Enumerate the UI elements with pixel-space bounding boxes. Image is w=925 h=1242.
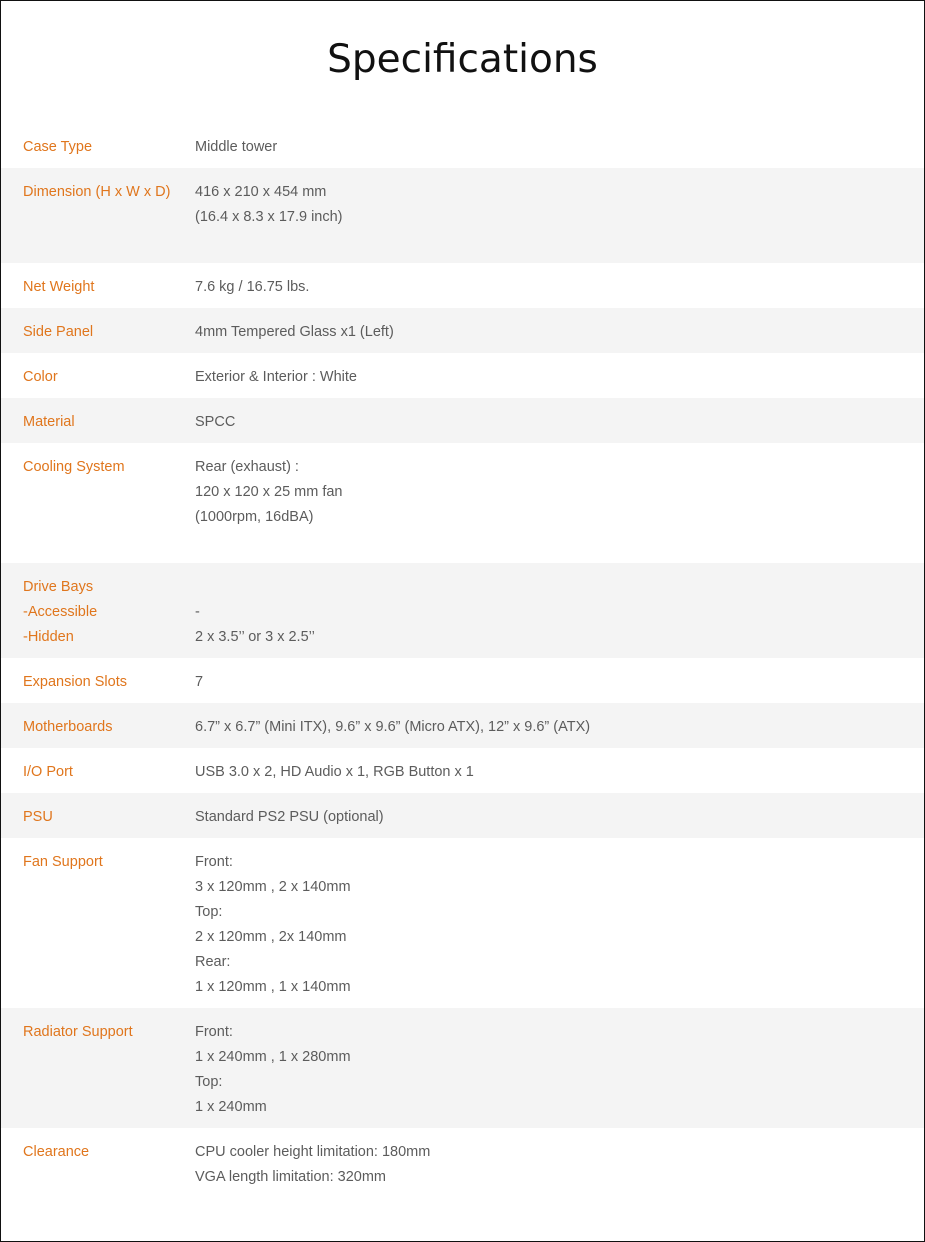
label-line: Color [23, 369, 58, 385]
spec-row-drive-bays [1, 563, 924, 658]
spec-label [23, 365, 188, 390]
spec-value [195, 805, 910, 830]
spec-label [23, 455, 188, 480]
spec-label [23, 715, 188, 740]
spec-label [23, 1140, 188, 1165]
label-line: Clearance [23, 1144, 90, 1160]
spec-value [195, 180, 910, 230]
label-line: -Hidden [23, 629, 74, 645]
spec-label [23, 320, 188, 345]
value-line: 6.7” x 6.7” (Mini ITX), 9.6” x 9.6” (Micro ATX), 12” x 9.6” (ATX) [195, 719, 591, 735]
label-line: PSU [23, 809, 53, 825]
label-line: Material [23, 414, 75, 430]
label-line: Motherboards [23, 719, 113, 735]
value-line: Middle tower [195, 139, 278, 155]
value-line: - [195, 604, 200, 620]
spec-value [195, 850, 910, 1000]
value-line: VGA length limitation: 320mm [195, 1169, 387, 1185]
label-line: Case Type [23, 139, 93, 155]
label-line: Drive Bays [23, 579, 94, 595]
value-line: Top: [195, 1074, 223, 1090]
label-line: Dimension (H x W x D) [23, 184, 171, 200]
spec-value [195, 670, 910, 695]
value-line: 7.6 kg / 16.75 lbs. [195, 279, 310, 295]
spec-row-color [1, 353, 924, 398]
value-line: (1000rpm, 16dBA) [195, 509, 314, 525]
spec-label [23, 410, 188, 435]
label-line: -Accessible [23, 604, 98, 620]
value-line: 1 x 240mm , 1 x 280mm [195, 1049, 351, 1065]
spec-value [195, 715, 910, 740]
label-line: Fan Support [23, 854, 103, 870]
value-spacer [195, 575, 910, 600]
value-line: 2 x 3.5’’ or 3 x 2.5’’ [195, 629, 315, 645]
label-line: I/O Port [23, 764, 73, 780]
spec-row-material [1, 398, 924, 443]
value-line: 2 x 120mm , 2x 140mm [195, 929, 347, 945]
spec-row-io-port [1, 748, 924, 793]
label-line: Side Panel [23, 324, 94, 340]
spec-row-net-weight [1, 263, 924, 308]
spec-row-clearance [1, 1128, 924, 1198]
value-line: Front: [195, 1024, 233, 1040]
spec-value [195, 365, 910, 390]
label-line: Cooling System [23, 459, 125, 475]
value-line: Rear (exhaust) : [195, 459, 299, 475]
value-line: Top: [195, 904, 223, 920]
spec-value [195, 410, 910, 435]
value-line: USB 3.0 x 2, HD Audio x 1, RGB Button x 1 [195, 764, 474, 780]
spec-table [1, 123, 924, 1198]
value-line: 4mm Tempered Glass x1 (Left) [195, 324, 394, 340]
spec-value [195, 760, 910, 785]
spec-label [23, 575, 188, 650]
spec-label [23, 135, 188, 160]
spec-value [195, 455, 910, 530]
spec-row-expansion-slots [1, 658, 924, 703]
spec-label [23, 670, 188, 695]
spec-value [195, 575, 910, 650]
spec-row-motherboards [1, 703, 924, 748]
spec-row-cooling-system [1, 443, 924, 563]
spec-label [23, 275, 188, 300]
spec-label [23, 850, 188, 875]
value-line: 3 x 120mm , 2 x 140mm [195, 879, 351, 895]
value-line: 1 x 120mm , 1 x 140mm [195, 979, 351, 995]
label-line: Net Weight [23, 279, 95, 295]
spec-label [23, 1020, 188, 1045]
spec-value [195, 275, 910, 300]
spec-value [195, 135, 910, 160]
value-line: 1 x 240mm [195, 1099, 267, 1115]
value-line: CPU cooler height limitation: 180mm [195, 1144, 431, 1160]
spec-label [23, 805, 188, 830]
value-line: 416 x 210 x 454 mm [195, 184, 327, 200]
value-line: Standard PS2 PSU (optional) [195, 809, 384, 825]
spec-value [195, 320, 910, 345]
value-line: SPCC [195, 414, 236, 430]
spec-row-fan-support [1, 838, 924, 1008]
spec-row-dimension [1, 168, 924, 263]
spec-value [195, 1020, 910, 1120]
spec-label [23, 180, 188, 205]
value-line: 7 [195, 674, 204, 690]
spec-row-case-type [1, 123, 924, 168]
spec-value [195, 1140, 910, 1190]
page-title: Specifications [327, 37, 598, 82]
spec-row-side-panel [1, 308, 924, 353]
value-line: Exterior & Interior : White [195, 369, 357, 385]
spec-row-radiator-support [1, 1008, 924, 1128]
value-line: Front: [195, 854, 233, 870]
value-line: Rear: [195, 954, 231, 970]
value-line: 120 x 120 x 25 mm fan [195, 484, 343, 500]
spec-label [23, 760, 188, 785]
label-line: Expansion Slots [23, 674, 127, 690]
value-line: (16.4 x 8.3 x 17.9 inch) [195, 209, 343, 225]
spec-row-psu [1, 793, 924, 838]
label-line: Radiator Support [23, 1024, 133, 1040]
